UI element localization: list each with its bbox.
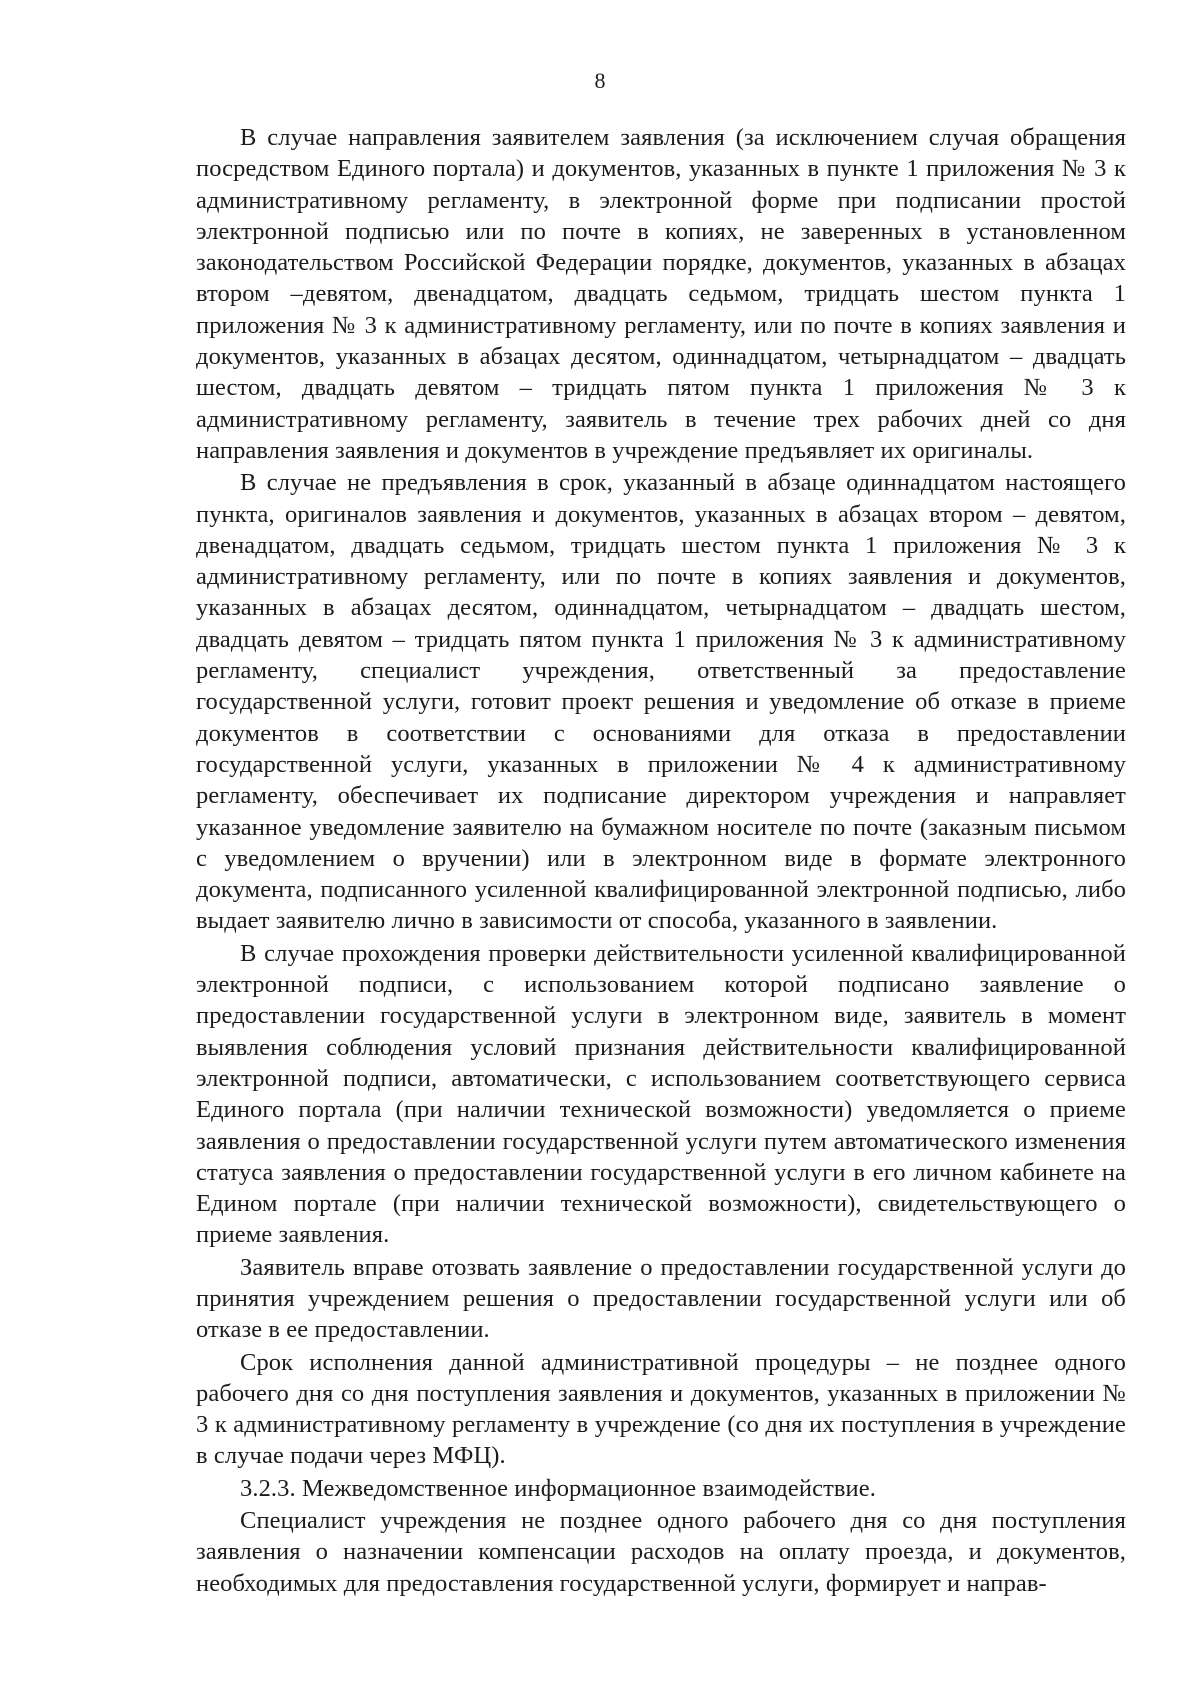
paragraph-procedure-deadline: Срок исполнения данной административной процедуры – не позднее одного рабочего дня со дня поступления заявления и документов, указанных в приложении № 3 к административному регламенту в учреждение (со дня их поступления в учреждение в случае подачи через МФЦ). (196, 1348, 1126, 1470)
section-heading-3-2-3: 3.2.3. Межведомственное информационное взаимодействие. (240, 1474, 876, 1502)
document-body (196, 122, 1126, 1599)
paragraph-signature-verification: В случае прохождения проверки действительности усиленной квалифицированной электронной подписи, с использованием которой подписано заявление о предоставлении государственной услуги в электронном виде, заявитель в момент выявления соблюдения условий признания действительности квалифицированной электронной подписи, автоматически, с использованием соответствующего сервиса Единого портала (при наличии технической возможности) уведомляется о приеме заявления о предоставлении государственной услуги путем автоматического изменения статуса заявления о предоставлении государственной услуги в его личном кабинете на Едином портале (при наличии технической возможности), свидетельствующего о приеме заявления. (196, 939, 1126, 1249)
page-number: 8 (594, 68, 606, 93)
paragraph-interagency-request: Специалист учреждения не позднее одного рабочего дня со дня поступления заявления о назначении компенсации расходов на оплату проезда, и документов, необходимых для предоставления государственной услуги, формирует и направ- (196, 1507, 1126, 1597)
paragraph-original-submission: В случае направления заявителем заявления (за исключением случая обращения посредством Единого портала) и документов, указанных в пункте 1 приложения № 3 к административному регламенту, в электронной форме при подписании простой электронной подписью или по почте в копиях, не заверенных в установленном законодательством Российской Федерации порядке, документов, указанных в абзацах втором –девятом, двенадцатом, двадцать седьмом, тридцать шестом пункта 1 приложения № 3 к административному регламенту, или по почте в копиях заявления и документов, указанных в абзацах десятом, одиннадцатом, четырнадцатом – двадцать шестом, двадцать девятом – тридцать пятом пункта 1 приложения № 3 к административному регламенту, заявитель в течение трех рабочих дней со дня направления заявления и документов в учреждение предъявляет их оригиналы. (196, 124, 1126, 464)
paragraph-refusal-notice: В случае не предъявления в срок, указанный в абзаце одиннадцатом настоящего пункта, оригиналов заявления и документов, указанных в абзацах втором – девятом, двенадцатом, двадцать седьмом, тридцать шестом пункта 1 приложения № 3 к административному регламенту, или по почте в копиях заявления и документов, указанных в абзацах десятом, одиннадцатом, четырнадцатом – двадцать шестом, двадцать девятом – тридцать пятом пункта 1 приложения № 3 к административному регламенту, специалист учреждения, ответственный за предоставление государственной услуги, готовит проект решения и уведомление об отказе в приеме документов в соответствии с основаниями для отказа в предоставлении государственной услуги, указанных в приложении № 4 к административному регламенту, обеспечивает их подписание директором учреждения и направляет указанное уведомление заявителю на бумажном носителе по почте (заказным письмом с уведомлением о вручении) или в электронном виде в формате электронного документа, подписанного усиленной квалифицированной электронной подписью, либо выдает заявителю лично в зависимости от способа, указанного в заявлении. (196, 469, 1126, 935)
paragraph-withdrawal: Заявитель вправе отозвать заявление о предоставлении государственной услуги до принятия учреждением решения о предоставлении государственной услуги или об отказе в ее предоставлении. (196, 1253, 1126, 1344)
